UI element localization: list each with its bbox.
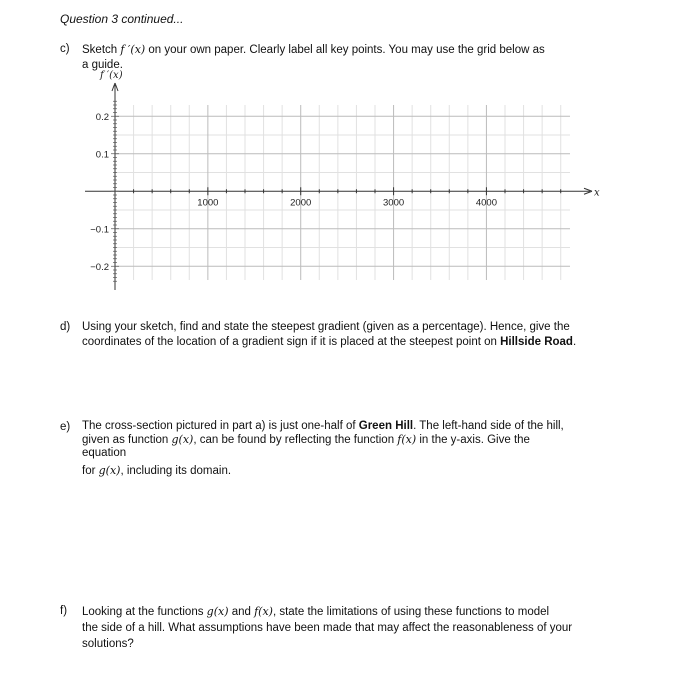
- question-e: [60, 420, 650, 482]
- question-f-math-f: f(x): [254, 605, 273, 618]
- question-e-text-1a: The cross-section pictured in part a) is just one-half of: [82, 420, 359, 432]
- x-tick-label: 2000: [290, 197, 312, 209]
- question-c-text-2: a guide.: [82, 59, 123, 71]
- question-c-math: f ′(x): [120, 43, 146, 56]
- question-f-text-3: solutions?: [82, 638, 134, 650]
- y-axis-label: f ′(x): [100, 70, 123, 81]
- minor-grid: [115, 105, 570, 280]
- question-e-math-g2: g(x): [98, 464, 121, 477]
- y-tick-label: −0.2: [90, 261, 109, 273]
- question-e-text-2a: given as function: [82, 434, 172, 446]
- question-e-text-4b: , including its domain.: [120, 465, 232, 477]
- question-f-text-2: the side of a hill. What assumptions have been made that may affect the reasonableness of your: [82, 622, 573, 634]
- question-e-text-4a: for: [82, 465, 99, 477]
- question-f-text-1b: and: [228, 606, 255, 618]
- question-e-text-1b: . The left-hand side of the hill,: [413, 420, 564, 432]
- question-e-math-f: f(x): [397, 433, 417, 446]
- question-f-text-1a: Looking at the functions: [82, 606, 207, 618]
- question-d-label: d): [60, 321, 71, 333]
- question-f-text: [82, 604, 572, 652]
- question-c-text-1b: on your own paper. Clearly label all key points. You may use the grid below as: [145, 44, 545, 56]
- question-e-text-2c: in the y-axis. Give the: [416, 434, 530, 446]
- question-e-text-3: equation: [82, 447, 127, 459]
- question-d: [60, 320, 650, 352]
- question-f-math-g: g(x): [206, 605, 229, 618]
- y-tick-label: 0.1: [95, 149, 109, 161]
- question-d-text-2a: coordinates of the location of a gradient sign if it is placed at the steepest point on: [82, 336, 501, 348]
- y-tick-label: 0.2: [95, 111, 109, 123]
- green-hill-term: Green Hill: [358, 420, 414, 432]
- question-d-text-1: Using your sketch, find and state the steepest gradient (given as a percentage). Hence, give the: [82, 321, 570, 333]
- question-e-text: [82, 420, 564, 482]
- question-e-math-g: g(x): [171, 433, 194, 446]
- question-f-label: f): [60, 605, 68, 617]
- question-c-label: c): [60, 43, 70, 55]
- x-axis-label: x: [594, 187, 600, 199]
- x-tick-label: 3000: [383, 197, 405, 209]
- major-grid: [115, 105, 570, 280]
- page-header: Question 3 continued...: [60, 12, 184, 26]
- hillside-road-term: Hillside Road: [500, 336, 573, 348]
- question-e-label: e): [60, 421, 71, 433]
- question-c-text: [82, 42, 545, 73]
- question-e-text-2b: , can be found by reflecting the function: [193, 434, 398, 446]
- y-tick-label: −0.1: [90, 224, 109, 236]
- question-d-text-2b: .: [572, 336, 577, 348]
- x-tick-label: 1000: [197, 197, 219, 209]
- question-c-text-1a: Sketch: [82, 44, 121, 56]
- axes: [85, 83, 592, 290]
- x-tick-label: 4000: [475, 197, 497, 209]
- question-f-text-1c: , state the limitations of using these functions to model: [272, 606, 550, 618]
- question-f: [60, 604, 650, 652]
- guide-grid-chart: [60, 70, 620, 295]
- question-d-text: [82, 320, 576, 350]
